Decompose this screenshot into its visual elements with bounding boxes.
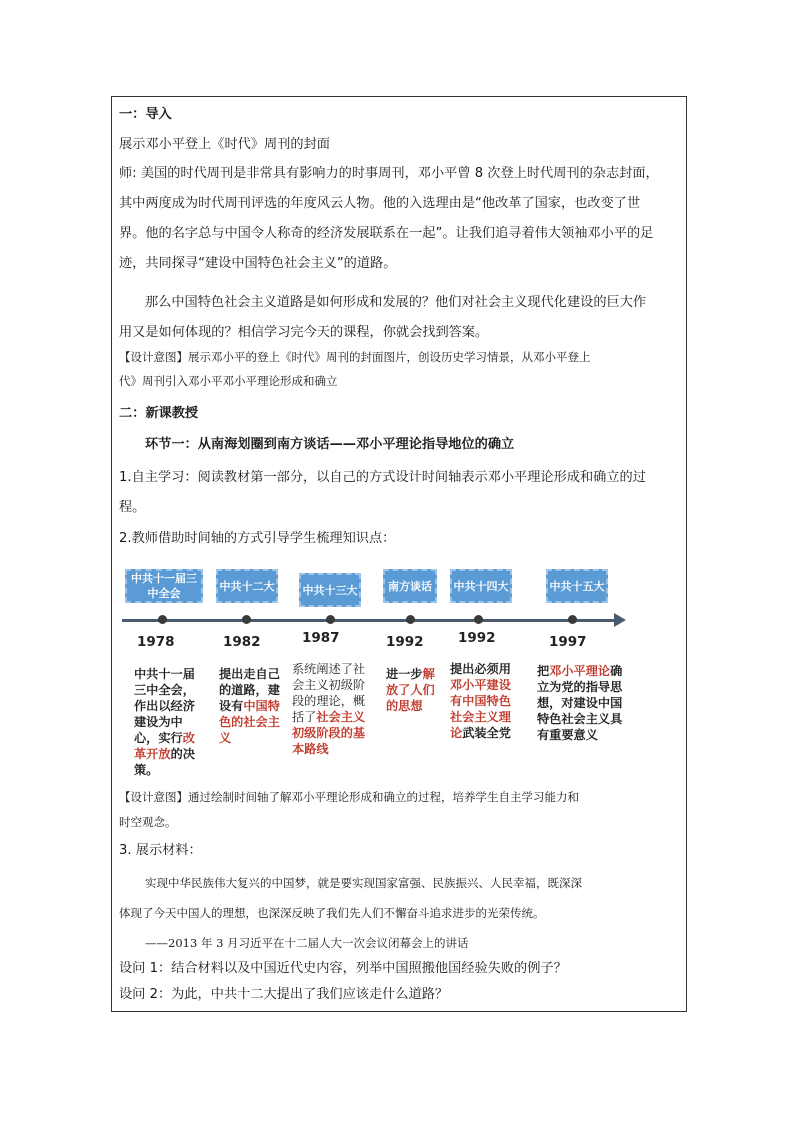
material-line-2: 体现了今天中国人的理想，也深深反映了我们先人们不懈奋斗追求进步的光荣传统。 (119, 906, 545, 920)
item1-line-2: 程。 (119, 500, 146, 515)
link-one-heading: 环节一：从南海划圈到南方谈话——邓小平理论指导地位的确立 (145, 437, 515, 452)
timeline-dot-1992b (474, 615, 483, 624)
timeline-box-1987: 中共十三大 (299, 573, 361, 607)
timeline-year-1997: 1997 (549, 634, 587, 650)
question-line-1: 那么中国特色社会主义道路是如何形成和发展的？他们对社会主义现代化建设的巨大作 (145, 295, 647, 310)
timeline-dot-1987 (326, 615, 335, 624)
section-heading-new-lesson: 二：新课教授 (119, 406, 199, 421)
timeline-desc-1987: 系统阐述了社会主义初级阶段的理论，概括了社会主义初级阶段的基本路线 (292, 662, 366, 756)
timeline-desc-1997: 把邓小平理论确立为党的指导思想，对建设中国特色社会主义具有重要意义 (537, 664, 623, 742)
timeline-desc-1982: 提出走自己的道路，建设有中国特色的社会主义 (219, 667, 280, 745)
timeline-dot-1982 (242, 615, 251, 624)
teacher-line-4: 迹，共同探寻“建设中国特色社会主义”的道路。 (119, 256, 397, 271)
timeline-box-1997: 中共十五大 (546, 569, 608, 603)
teacher-line-3: 界。他的名字总与中国令人称奇的经济发展联系在一起”。让我们追寻着伟大领袖邓小平的足 (119, 226, 654, 241)
item1-line-1: 1.自主学习：阅读教材第一部分，以自己的方式设计时间轴表示邓小平理论形成和确立的过 (119, 470, 646, 485)
timeline-year-1982: 1982 (223, 634, 261, 650)
question-1: 设问 1：结合材料以及中国近代史内容，列举中国照搬他国经验失败的例子？ (119, 961, 567, 976)
material-source: ——2013 年 3 月习近平在十二届人大一次会议闭幕会上的讲话 (145, 936, 469, 950)
timeline-dot-1997 (568, 615, 577, 624)
design-intent-line-1: 【设计意图】展示邓小平的登上《时代》周刊的封面图片，创设历史学习情景，从邓小平登上 (119, 350, 591, 364)
intro-show-text: 展示邓小平登上《时代》周刊的封面 (119, 137, 330, 152)
timeline-dot-1978 (158, 615, 167, 624)
timeline-arrow-icon (614, 613, 626, 627)
timeline-desc-1992a: 进一步解放了人们的思想 (386, 667, 435, 713)
timeline-axis (122, 619, 618, 622)
item2-text: 2.教师借助时间轴的方式引导学生梳理知识点： (119, 531, 396, 546)
design-intent2-line-2: 时空观念。 (119, 815, 177, 829)
timeline-dot-1992a (406, 615, 415, 624)
timeline-desc-1992b: 提出必须用邓小平建设有中国特色社会主义理论武装全党 (450, 662, 511, 740)
timeline-box-1978: 中共十一届三中全会 (125, 569, 203, 603)
timeline-year-1978: 1978 (137, 634, 175, 650)
timeline-desc-1978: 中共十一届三中全会，作出以经济建设为中心，实行改革开放的决策。 (134, 667, 195, 777)
timeline-box-1992b: 中共十四大 (450, 569, 512, 603)
timeline-box-1982: 中共十二大 (216, 569, 278, 603)
timeline-year-1992b: 1992 (458, 630, 496, 646)
timeline-box-south-talk: 南方谈话 (383, 569, 437, 603)
teacher-line-2: 其中两度成为时代周刊评选的年度风云人物。他的入选理由是“他改革了国家，也改变了世 (119, 196, 641, 211)
design-intent-line-2: 代》周刊引入邓小平邓小平理论形成和确立 (119, 374, 338, 388)
material-line-1: 实现中华民族伟大复兴的中国梦，就是要实现国家富强、民族振兴、人民幸福，既深深 (145, 876, 582, 890)
question-2: 设问 2：为此，中共十二大提出了我们应该走什么道路？ (119, 987, 449, 1002)
teacher-line-1: 师: 美国的时代周刊是非常具有影响力的时事周刊，邓小平曾 8 次登上时代周刊的杂志封面， (119, 166, 659, 181)
question-line-2: 用又是如何体现的？相信学习完今天的课程，你就会找到答案。 (119, 325, 489, 340)
section-heading-intro: 一：导入 (119, 107, 172, 122)
lesson-plan-table (111, 96, 687, 1012)
timeline-year-1987: 1987 (302, 630, 340, 646)
item3-text: 3. 展示材料： (119, 843, 202, 858)
design-intent2-line-1: 【设计意图】通过绘制时间轴了解邓小平理论形成和确立的过程，培养学生自主学习能力和 (119, 790, 579, 804)
timeline-year-1992a: 1992 (386, 634, 424, 650)
